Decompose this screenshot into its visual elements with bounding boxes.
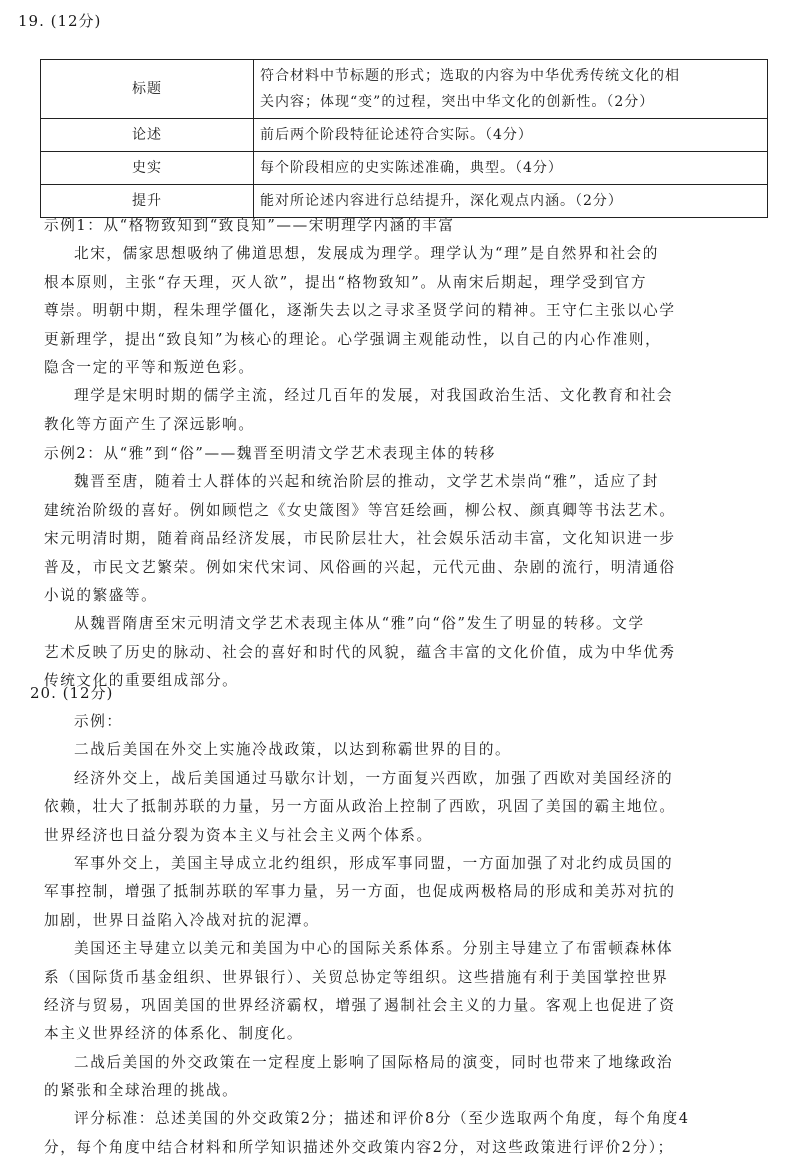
rubric-description (254, 60, 768, 119)
paragraph-line: 美国还主导建立以美元和美国为中心的国际关系体系。分别主导建立了布雷顿森林体 (74, 940, 674, 958)
rubric-criterion: 史实 (41, 152, 254, 185)
example-label: 示例： (74, 713, 123, 730)
rubric-description: 能对所论述内容进行总结提升，深化观点内涵。（2分） (254, 185, 768, 218)
paragraph-line: 经济与贸易，巩固美国的世界经济霸权，增强了遏制社会主义的力量。客观上也促进了资 (44, 996, 676, 1014)
scoring-criteria-line: 评分标准：总述美国的外交政策2分；描述和评价8分（至少选取两个角度，每个角度4 (74, 1110, 690, 1128)
paragraph-line: 根本原则，主张“存天理，灭人欲”，提出“格物致知”。从南宋后期起，理学受到官方 (44, 273, 648, 291)
paragraph-line: 军事外交上，美国主导成立北约组织，形成军事同盟，一方面加强了对北约成员国的 (74, 854, 674, 872)
paragraph-line: 艺术反映了历史的脉动、社会的喜好和时代的风貌，蕴含丰富的文化价值，成为中华优秀 (44, 643, 676, 661)
rubric-criterion: 标题 (41, 60, 254, 119)
rubric-criterion: 提升 (41, 185, 254, 218)
example-2-section (44, 440, 784, 696)
rubric-description-line: 符合材料中节标题的形式；选取的内容为中华优秀传统文化的相 (260, 68, 680, 84)
paragraph-line: 二战后美国在外交上实施冷战政策，以达到称霸世界的目的。 (74, 741, 512, 759)
question-20-heading: 20. (12分) (30, 684, 114, 702)
rubric-row (41, 152, 768, 185)
rubric-description: 每个阶段相应的史实陈述准确，典型。（4分） (254, 152, 768, 185)
paragraph-line: 更新理学，提出“致良知”为核心的理论。心学强调主观能动性，以自己的内心作准则， (44, 330, 662, 348)
paragraph-line: 加剧，世界日益陷入冷战对抗的泥潭。 (44, 911, 320, 929)
example-1-section (44, 212, 784, 439)
paragraph-line: 小说的繁盛等。 (44, 586, 158, 604)
paragraph-line: 系（国际货币基金组织、世界银行）、关贸总协定等组织。这些措施有利于美国掌控世界 (44, 968, 669, 986)
scoring-criteria-line: 分，每个角度中结合材料和所学知识描述外交政策内容2分，对这些政策进行评价2分）； (44, 1138, 674, 1156)
example-2-title: 示例2：从“雅”到“俗”——魏晋至明清文学艺术表现主体的转移 (44, 445, 496, 462)
paragraph-line: 本主义世界经济的体系化、制度化。 (44, 1025, 304, 1043)
paragraph-line: 宋元明清时期，随着商品经济发展，市民阶层壮大，社会娱乐活动丰富，文化知识进一步 (44, 530, 676, 548)
rubric-row (41, 60, 768, 119)
question-20-answer (44, 708, 784, 1162)
scoring-rubric-table (40, 59, 768, 218)
paragraph-line: 经济外交上，战后美国通过马歇尔计划，一方面复兴西欧，加强了西欧对美国经济的 (74, 769, 674, 787)
rubric-description-line: 关内容；体现“变”的过程，突出中华文化的创新性。（2分） (260, 94, 655, 110)
question-19-heading: 19. (12分) (18, 12, 102, 30)
rubric-criterion: 论述 (41, 119, 254, 152)
rubric-description: 前后两个阶段特征论述符合实际。（4分） (254, 119, 768, 152)
paragraph-line: 从魏晋隋唐至宋元明清文学艺术表现主体从“雅”向“俗”发生了明显的转移。文学 (74, 615, 645, 633)
paragraph-line: 隐含一定的平等和叛逆色彩。 (44, 358, 255, 376)
paragraph-line: 世界经济也日益分裂为资本主义与社会主义两个体系。 (44, 826, 433, 844)
paragraph-line: 传统文化的重要组成部分。 (44, 672, 239, 690)
paragraph-line: 二战后美国的外交政策在一定程度上影响了国际格局的演变，同时也带来了地缘政治 (74, 1053, 674, 1071)
paragraph-line: 魏晋至唐，随着士人群体的兴起和统治阶层的推动，文学艺术崇尚“雅”，适应了封 (74, 473, 659, 491)
rubric-row (41, 119, 768, 152)
paragraph-line: 理学是宋明时期的儒学主流，经过几百年的发展，对我国政治生活、文化教育和社会 (74, 387, 674, 405)
paragraph-line: 建统治阶级的喜好。例如顾恺之《女史箴图》等宫廷绘画，柳公权、颜真卿等书法艺术。 (44, 501, 676, 519)
paragraph-line: 普及，市民文艺繁荣。例如宋代宋词、风俗画的兴起，元代元曲、杂剧的流行，明清通俗 (44, 558, 676, 576)
paragraph-line: 依赖，壮大了抵制苏联的力量，另一方面从政治上控制了西欧，巩固了美国的霸主地位。 (44, 798, 676, 816)
paragraph-line: 尊崇。明朝中期，程朱理学僵化，逐渐失去以之寻求圣贤学问的精神。王守仁主张以心学 (44, 302, 676, 320)
paragraph-line: 军事控制，增强了抵制苏联的军事力量，另一方面，也促成两极格局的形成和美苏对抗的 (44, 883, 676, 901)
paragraph-line: 北宋，儒家思想吸纳了佛道思想，发展成为理学。理学认为“理”是自然界和社会的 (74, 245, 659, 263)
paragraph-line: 教化等方面产生了深远影响。 (44, 415, 255, 433)
example-1-title: 示例1：从“格物致知到“致良知”——宋明理学内涵的丰富 (44, 217, 455, 234)
paragraph-line: 的紧张和全球治理的挑战。 (44, 1082, 239, 1100)
